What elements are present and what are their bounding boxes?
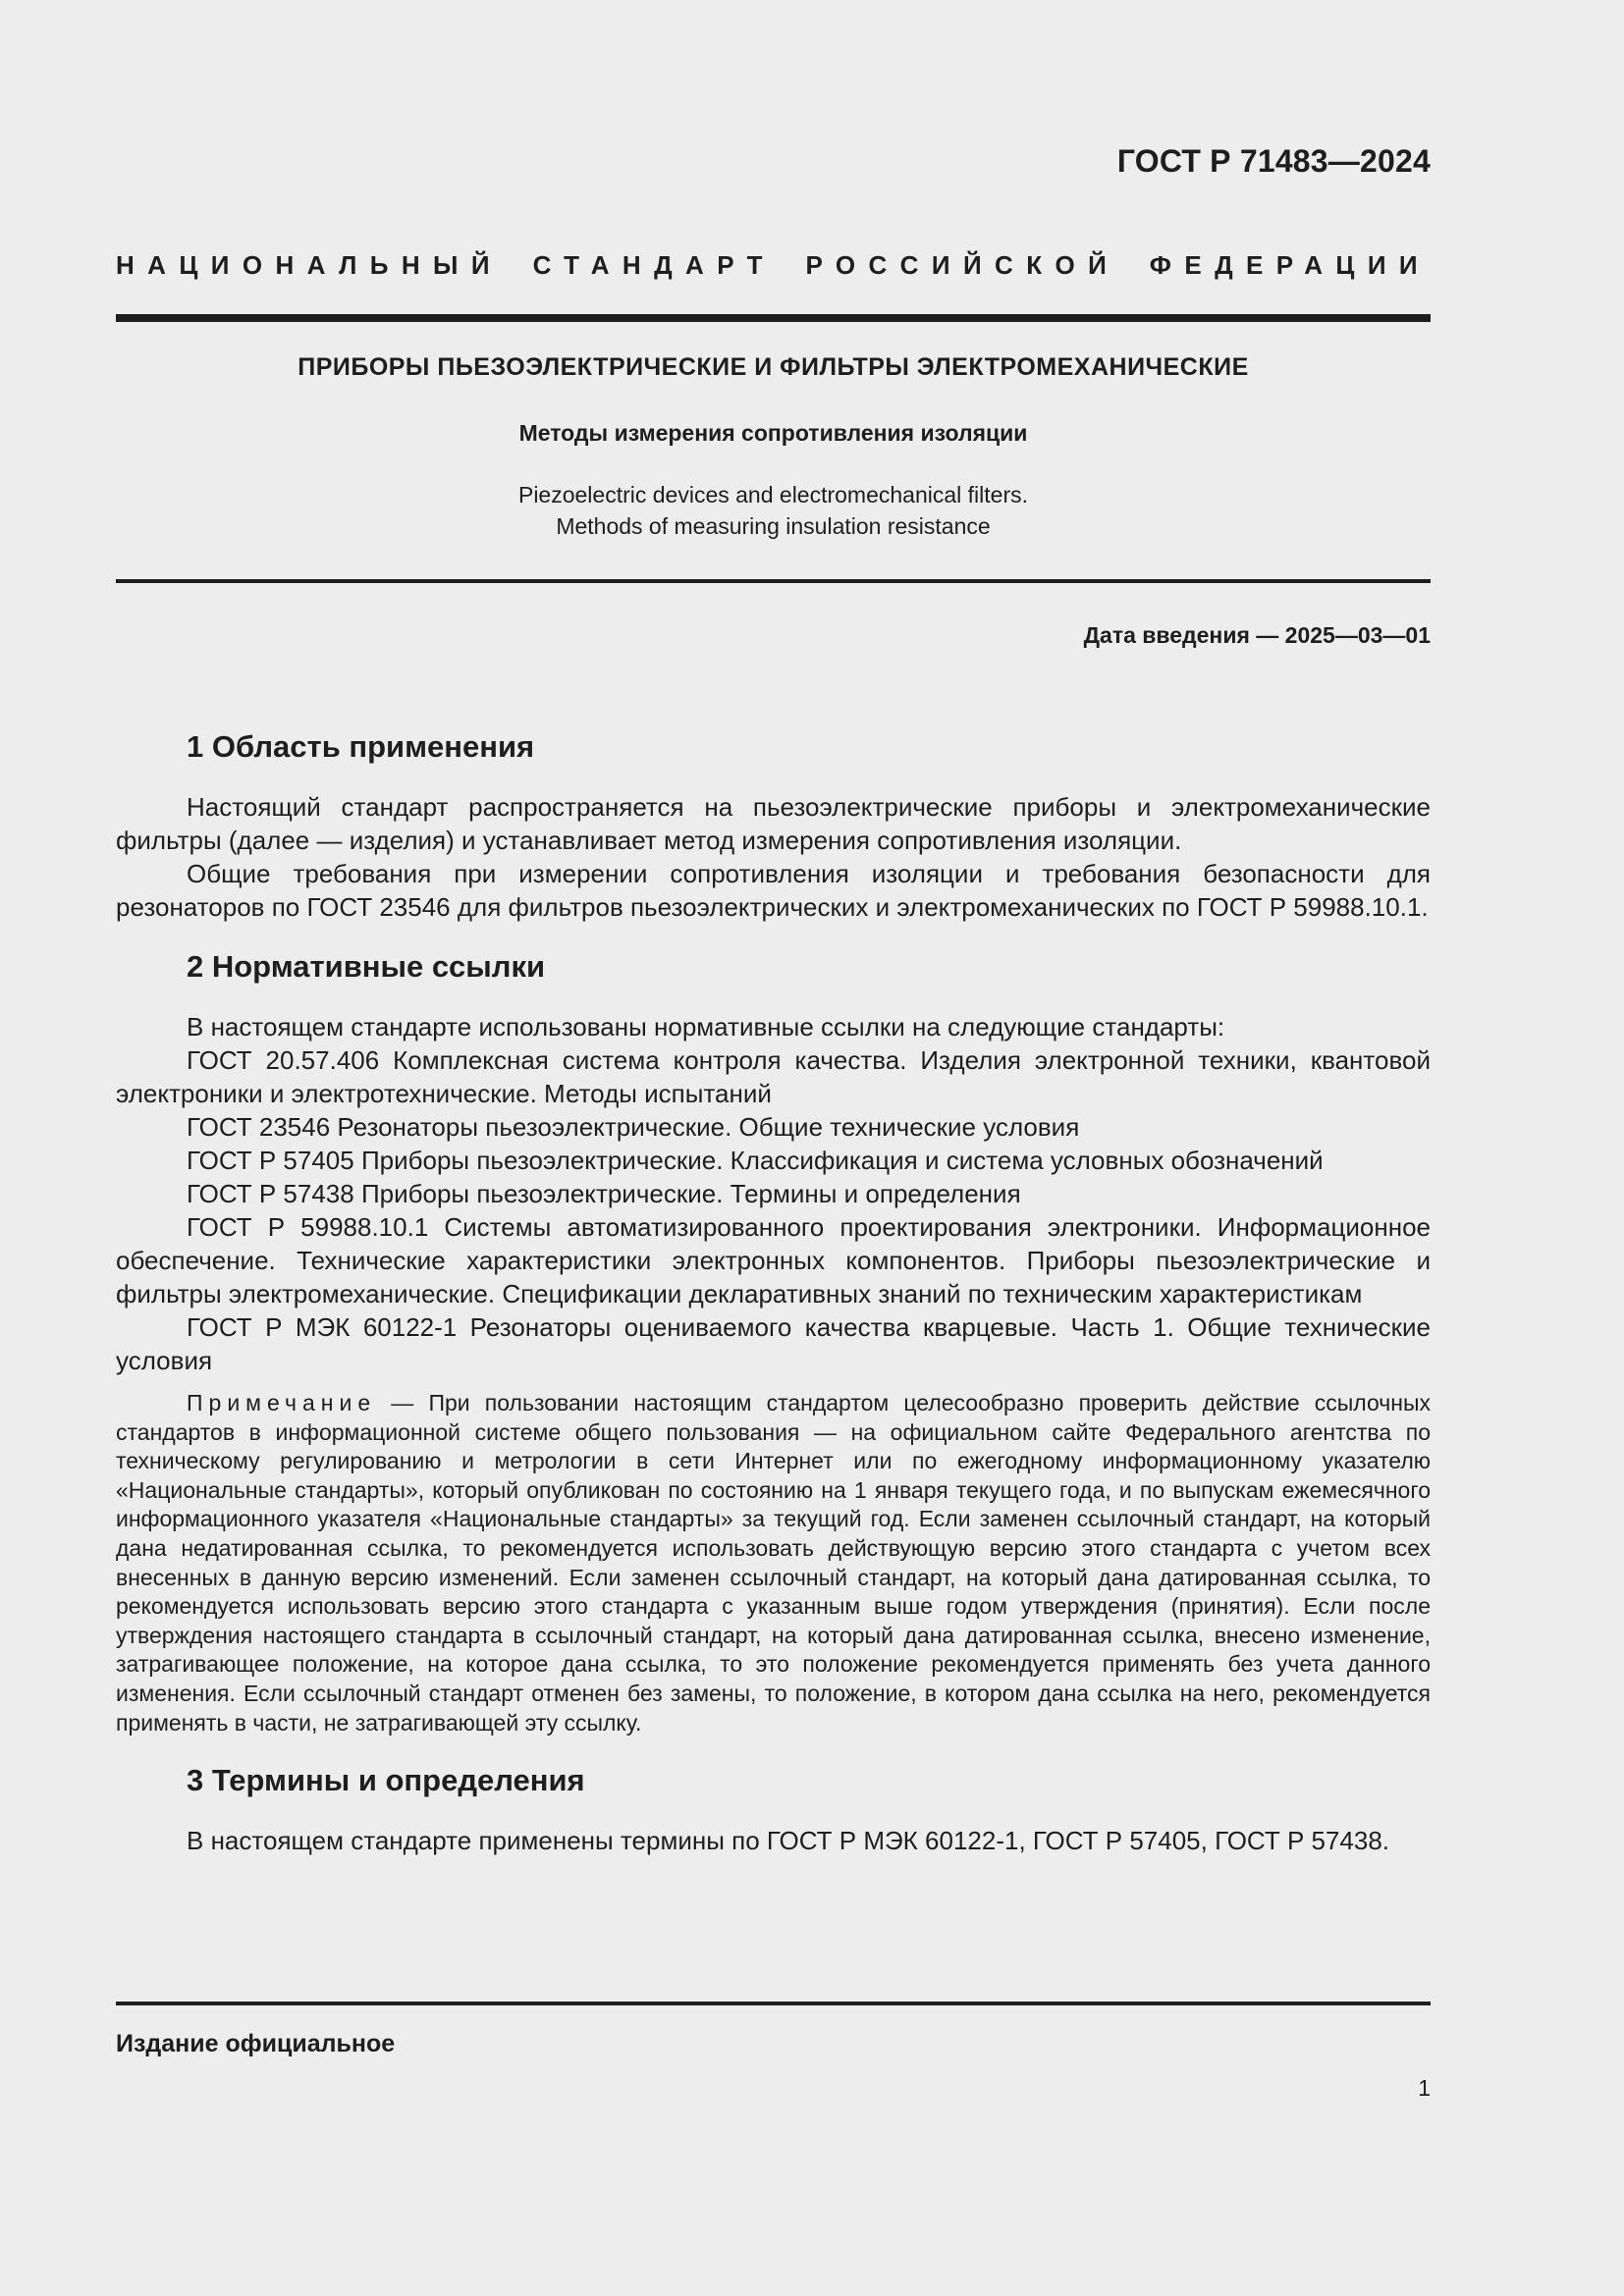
- document-body: [116, 727, 1431, 1857]
- header-rule: [116, 314, 1431, 322]
- english-title: [116, 479, 1431, 542]
- footer-rule: [116, 2002, 1431, 2005]
- document-number: ГОСТ Р 71483—2024: [1116, 143, 1431, 179]
- section-3-paragraph-1: В настоящем стандарте применены термины по ГОСТ Р МЭК 60122-1, ГОСТ Р 57405, ГОСТ Р 57438.: [187, 1826, 1390, 1856]
- section-3-heading: 3 Термины и определения: [187, 1763, 585, 1798]
- section-2-intro: В настоящем стандарте использованы нормативные ссылки на следующие стандарты:: [187, 1012, 1225, 1041]
- section-1-paragraph-2: Общие требования при измерении сопротивления изоляции и требования безопасности для резонаторов по ГОСТ 23546 для фильтров пьезоэлектрических и электромеханических по ГОСТ Р 59988.10.1.: [116, 859, 1431, 922]
- english-title-line-1: Piezoelectric devices and electromechanical filters.: [517, 482, 1029, 507]
- document-subtitle: Методы измерения сопротивления изоляции: [518, 420, 1028, 446]
- reference-item: ГОСТ 23546 Резонаторы пьезоэлектрические. Общие технические условия: [187, 1112, 1080, 1142]
- national-standard-banner: НАЦИОНАЛЬНЫЙ СТАНДАРТ РОССИЙСКОЙ ФЕДЕРАЦИИ: [116, 250, 1431, 280]
- reference-item: ГОСТ 20.57.406 Комплексная система контроля качества. Изделия электронной техники, квантовой электроники и электротехнические. Методы испытаний: [116, 1045, 1431, 1108]
- title-rule: [116, 579, 1431, 583]
- page-number: 1: [1418, 2075, 1431, 2101]
- english-title-line-2: Methods of measuring insulation resistance: [556, 513, 991, 539]
- introduction-date: Дата введения — 2025—03—01: [1083, 622, 1431, 648]
- note-label: Примечание: [187, 1390, 377, 1415]
- section-1-paragraph-1: Настоящий стандарт распространяется на пьезоэлектрические приборы и электромеханические фильтры (далее — изделия) и устанавливает метод измерения сопротивления изоляции.: [116, 792, 1431, 855]
- reference-item: ГОСТ Р 57405 Приборы пьезоэлектрические. Классификация и система условных обозначений: [187, 1146, 1324, 1175]
- reference-item: ГОСТ Р 59988.10.1 Системы автоматизированного проектирования электроники. Информационное обеспечение. Технические характеристики электронных компонентов. Приборы пьезоэлектрические и фильтры электромеханические. Спецификации декларативных знаний по техническим характеристикам: [116, 1212, 1431, 1308]
- official-edition-label: Издание официальное: [116, 2030, 396, 2057]
- reference-item: ГОСТ Р 57438 Приборы пьезоэлектрические. Термины и определения: [187, 1179, 1021, 1208]
- section-2-heading: 2 Нормативные ссылки: [187, 949, 546, 984]
- document-page: [116, 0, 1431, 2296]
- reference-item: ГОСТ Р МЭК 60122-1 Резонаторы оцениваемого качества кварцевые. Часть 1. Общие технические условия: [116, 1312, 1431, 1375]
- section-1-heading: 1 Область применения: [187, 729, 535, 764]
- document-title: ПРИБОРЫ ПЬЕЗОЭЛЕКТРИЧЕСКИЕ И ФИЛЬТРЫ ЭЛЕКТРОМЕХАНИЧЕСКИЕ: [298, 353, 1249, 381]
- note-text: — При пользовании настоящим стандартом целесообразно проверить действие ссылочных стандартов в информационной системе общего пользования — на официальном сайте Федерального агентства по техническому регулированию и метрологии в сети Интернет или по ежегодному информационному указателю «Национальные стандарты», который опубликован по состоянию на 1 января текущего года, и по выпускам ежемесячного информационного указателя «Национальные стандарты» за текущий год. Если заменен ссылочный стандарт, на который дана недатированная ссылка, то рекомендуется использовать действующую версию этого стандарта с учетом всех внесенных в данную версию изменений. Если заменен ссылочный стандарт, на который дана датированная ссылка, то рекомендуется использовать версию этого стандарта с указанным выше годом утверждения (принятия). Если после утверждения настоящего стандарта в ссылочный стандарт, на который дана датированная ссылка, внесено изменение, затрагивающее положение, на которое дана ссылка, то это положение рекомендуется применять без учета данного изменения. Если ссылочный стандарт отменен без замены, то положение, в котором дана ссылка на него, рекомендуется применять в части, не затрагивающей эту ссылку.: [116, 1390, 1431, 1735]
- section-2-note: [116, 1389, 1431, 1737]
